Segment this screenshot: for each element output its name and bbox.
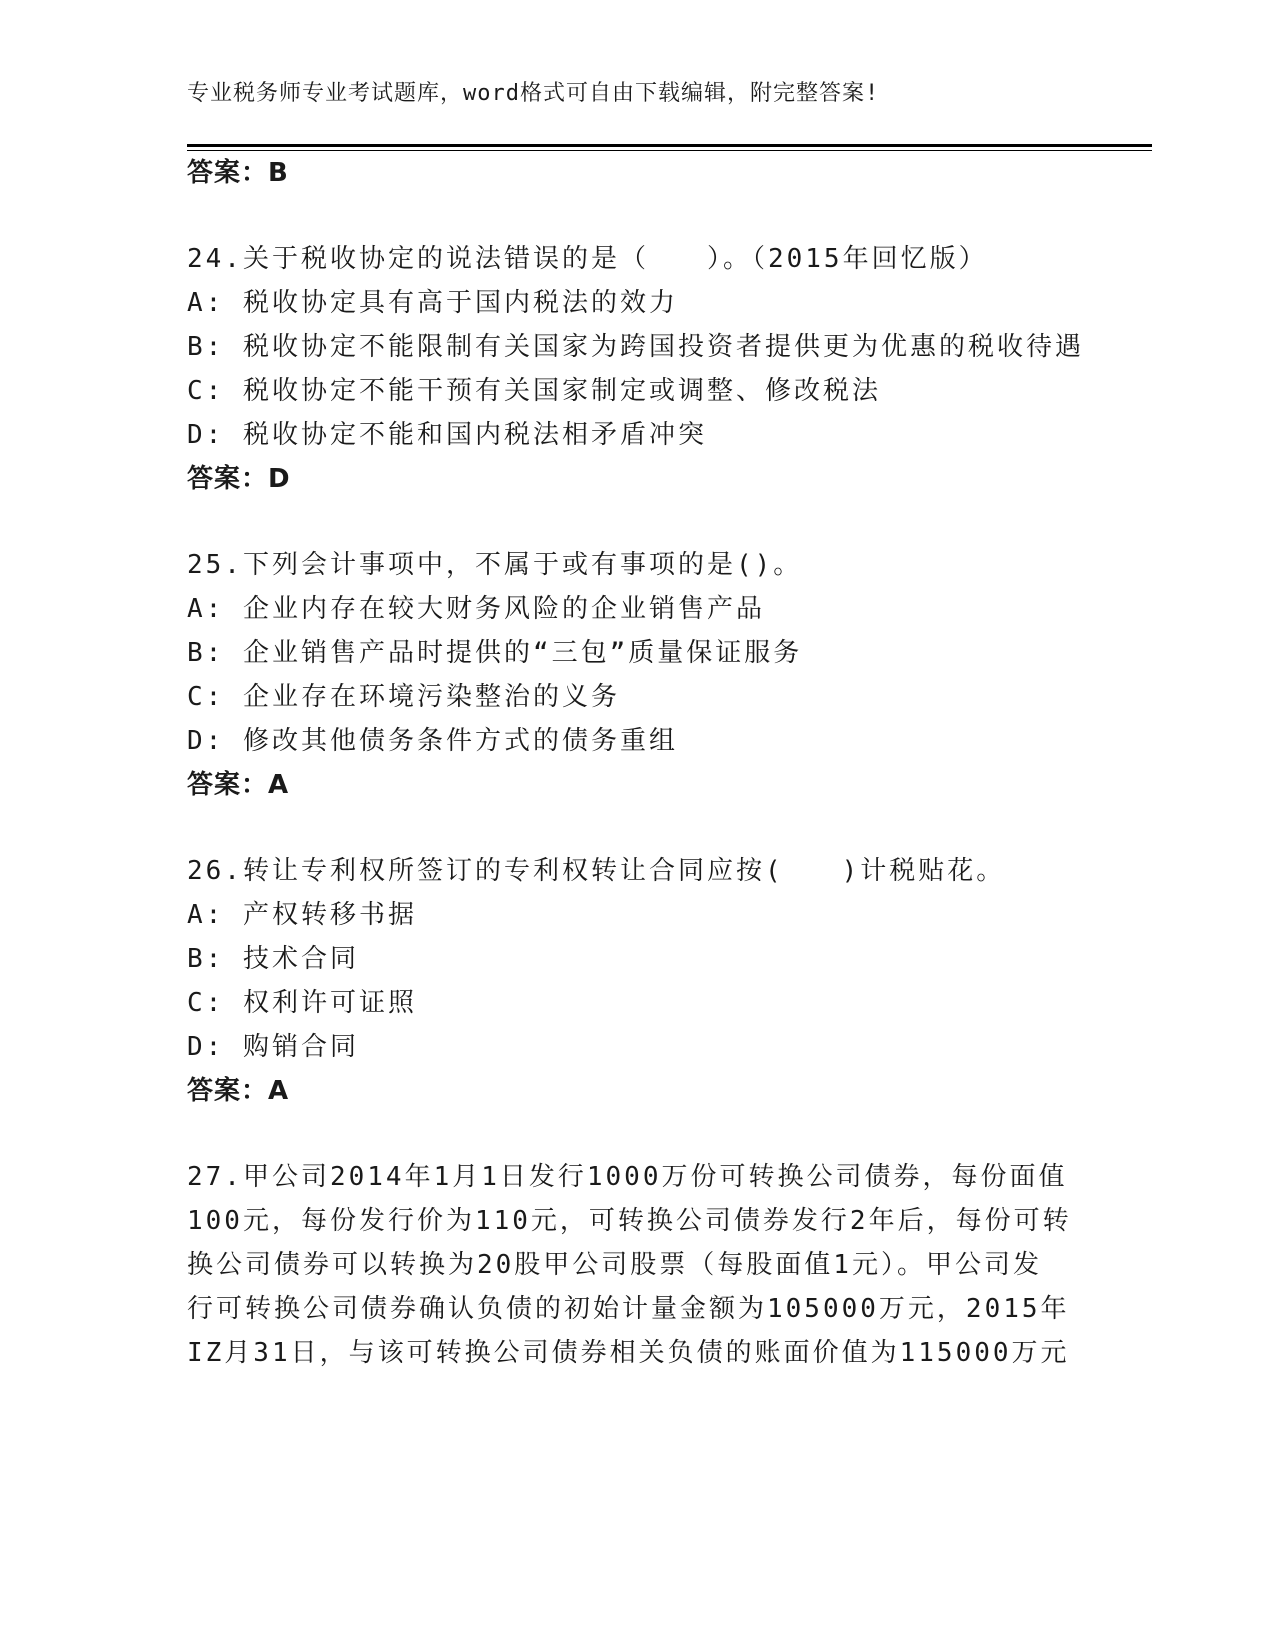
question-text-line: 27.甲公司2014年1月1日发行1000万份可转换公司债券，每份面值 <box>187 1162 1068 1192</box>
option-b: B: 税收协定不能限制有关国家为跨国投资者提供更为优惠的税收待遇 <box>187 332 1084 362</box>
option-c: C: 权利许可证照 <box>187 988 417 1018</box>
option-a: A: 企业内存在较大财务风险的企业销售产品 <box>187 594 765 624</box>
answer: 答案：A <box>187 1076 290 1106</box>
header-divider-thick <box>187 144 1152 147</box>
answer-23: 答案：B <box>187 158 289 188</box>
option-a: A: 税收协定具有高于国内税法的效力 <box>187 288 678 318</box>
option-c: C: 税收协定不能干预有关国家制定或调整、修改税法 <box>187 376 881 406</box>
question-text-line: 行可转换公司债券确认负债的初始计量金额为105000万元，2015年 <box>187 1294 1070 1324</box>
question-stem: 24.关于税收协定的说法错误的是（ ）。（2015年回忆版） <box>187 244 988 274</box>
question-stem: 26.转让专利权所签订的专利权转让合同应按( )计税贴花。 <box>187 856 1006 886</box>
page-header: 专业税务师专业考试题库，word格式可自由下载编辑，附完整答案! <box>187 81 880 106</box>
option-c: C: 企业存在环境污染整治的义务 <box>187 682 620 712</box>
question-stem: 25.下列会计事项中，不属于或有事项的是()。 <box>187 550 803 580</box>
answer: 答案：D <box>187 464 291 494</box>
answer: 答案：A <box>187 770 290 800</box>
option-d: D: 修改其他债务条件方式的债务重组 <box>187 726 678 756</box>
question-text-line: IZ月31日，与该可转换公司债券相关负债的账面价值为115000万元 <box>187 1338 1070 1368</box>
header-divider-thin <box>187 150 1152 151</box>
question-text-line: 100元，每份发行价为110元，可转换公司债券发行2年后，每份可转 <box>187 1206 1072 1236</box>
option-b: B: 技术合同 <box>187 944 359 974</box>
option-d: D: 税收协定不能和国内税法相矛盾冲突 <box>187 420 707 450</box>
option-b: B: 企业销售产品时提供的“三包”质量保证服务 <box>187 638 803 668</box>
option-d: D: 购销合同 <box>187 1032 359 1062</box>
question-text-line: 换公司债券可以转换为20股甲公司股票（每股面值1元）。甲公司发 <box>187 1250 1042 1280</box>
option-a: A: 产权转移书据 <box>187 900 417 930</box>
